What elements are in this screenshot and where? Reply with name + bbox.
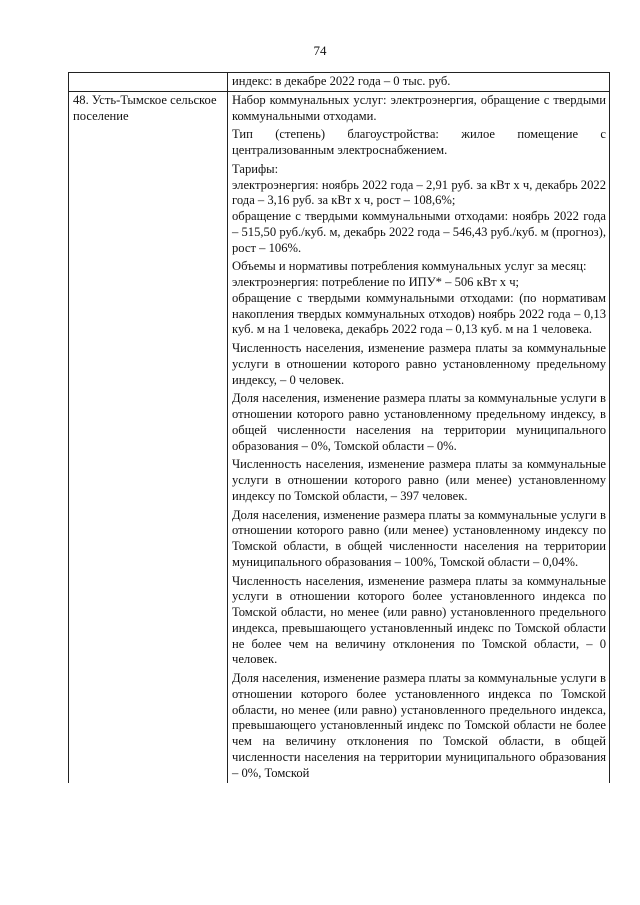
page-number: 74	[313, 43, 327, 58]
detail-paragraph: Объемы и нормативы потребления коммунальных услуг за месяц:	[232, 259, 587, 274]
municipality-row	[69, 91, 610, 783]
detail-paragraph: Доля населения, изменение размера платы за коммунальные услуги в отношении которого равно установленному предельному индексу, в общей численности населения на территории муниципального образования – 0%, Томской области – 0%.	[232, 391, 606, 453]
detail-paragraph: Численность населения, изменение размера платы за коммунальные услуги в отношении которого более установленного индекса по Томской области, но менее (или равно) установленного предельного индекса, превышающего установленный индекс по Томской области не более чем на величину отклонения по Томской области, – 0 человек.	[232, 573, 606, 667]
municipality-name: 48. Усть-Тымское сельское поселение	[69, 91, 228, 783]
continuation-text: индекс: в декабре 2022 года – 0 тыс. руб.	[228, 73, 610, 92]
detail-paragraph: Численность населения, изменение размера платы за коммунальные услуги в отношении которого равно установленному предельному индексу, – 0 человек.	[232, 341, 606, 387]
continuation-row	[69, 73, 610, 92]
detail-paragraph: Набор коммунальных услуг: электроэнергия, обращение с твердыми коммунальными отходами.	[232, 92, 606, 123]
municipality-table	[68, 72, 610, 783]
detail-paragraph: электроэнергия: потребление по ИПУ* – 506 кВт х ч;	[232, 275, 520, 289]
detail-paragraph: Тип (степень) благоустройства: жилое помещение с централизованным электроснабжением.	[232, 127, 606, 157]
detail-paragraph: обращение с твердыми коммунальными отходами: (по нормативам накопления твердых коммунальных отходов) ноябрь 2022 года – 0,13 куб. м на 1 человека, декабрь 2022 года – 0,13 куб. м на 1 человека.	[232, 290, 606, 337]
municipality-details	[228, 91, 610, 783]
detail-paragraph: обращение с твердыми коммунальными отходами: ноябрь 2022 года – 515,50 руб./куб. м, декабрь 2022 года – 546,43 руб./куб. м (прогноз), рост – 106%.	[232, 209, 606, 255]
detail-paragraph: Доля населения, изменение размера платы за коммунальные услуги в отношении которого более установленного индекса по Томской области, но менее (или равно) установленного предельного индекса, превышающего установленный индекс по Томской области не более чем на величину отклонения по Томской области, в общей численности населения на территории муниципального образования – 0%, Томской	[232, 671, 606, 780]
detail-paragraph: электроэнергия: ноябрь 2022 года – 2,91 руб. за кВт х ч, декабрь 2022 года – 3,16 руб. за кВт х ч, рост – 108,6%;	[232, 177, 606, 208]
continuation-left-cell	[69, 73, 228, 92]
detail-paragraph: Численность населения, изменение размера платы за коммунальные услуги в отношении которого равно (или менее) установленному индексу по Томской области, – 397 человек.	[232, 457, 606, 503]
detail-paragraph: Тарифы:	[232, 161, 279, 176]
detail-paragraph: Доля населения, изменение размера платы за коммунальные услуги в отношении которого равно (или менее) установленному индексу по Томской области, в общей численности населения на территории муниципального образования – 100%, Томской области – 0,04%.	[232, 507, 606, 569]
